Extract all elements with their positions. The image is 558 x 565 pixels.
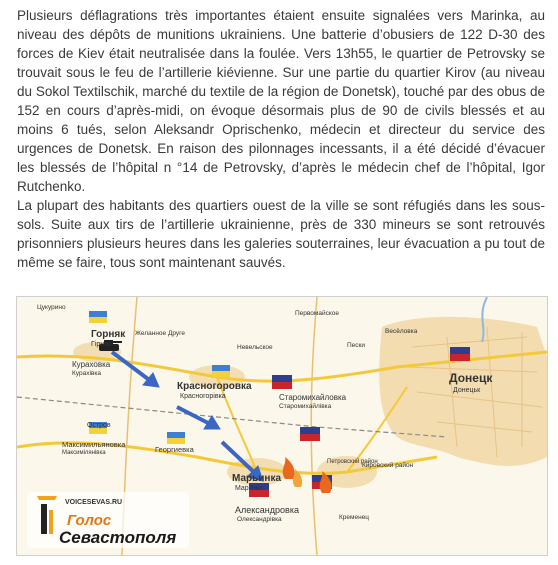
dnr-flag-icon: [300, 427, 320, 441]
label-maksimilyanovka-ua: Максимілянівка: [62, 450, 106, 456]
label-kurakhovka: Кураховка: [72, 360, 111, 369]
label-petrovsky: Петровский район: [327, 459, 378, 465]
label-zhelannoe: Желанное Друге: [135, 330, 185, 337]
label-marinka: Марьинка: [232, 473, 282, 484]
label-georgievka: Георгиевка: [155, 445, 194, 454]
label-ostrov: Остров: [87, 422, 111, 429]
label-maksimilyanovka: Максимильяновка: [62, 440, 126, 449]
label-krasnogorovka-ua: Красногорівка: [180, 393, 226, 400]
label-gornyak: Горняк: [91, 329, 126, 340]
label-gornyak-ua: Гірник: [91, 341, 112, 348]
label-kirovsky: Кировский район: [362, 462, 414, 469]
label-aleksandrovka: Александровка: [235, 505, 299, 515]
paragraph-1: Plusieurs déflagrations très importantes étaient ensuite signalées vers Marinka, au niveau des dépôts de munitions ukrainiens. Une batterie d’obusiers de 122 D-30 des forces de Kiev était neutralisée dans la foulée. Vers 13h55, le quartier de Petrovsky se trouvait sous le feu de l’artillerie kiévienne. Sur une partie du quartier Kirov (au niveau du Sokol Textilschik, marché du textile de la région de Donetsk), touché par des obus de 152 en cours d’après-midi, on évoque désormais plus de 90 de civils blessés et au moins 6 tués, selon Aleksandr Oprischenko, médecin et directeur du service des urgences de Donetsk. En raison des pilonnages incessants, il a été décidé d’évacuer les blessés de l’hôpital n °14 de Petrovsky, d’après le médecin chef de l’hôpital, Igor Rutchenko.: [17, 8, 545, 194]
label-staromikhailovka-ua: Старомихайлівка: [279, 403, 332, 410]
label-krasnogorovka: Красногоровка: [177, 381, 252, 392]
ukraine-flag-icon: [212, 365, 230, 377]
map-svg: [17, 297, 547, 555]
dnr-flag-icon: [272, 375, 292, 389]
paragraph-2: La plupart des habitants des quartiers ouest de la ville se sont réfugiés dans les sous-sols. Suite aux tirs de l’artillerie ukrainienne, près de 330 mineurs se sont retrouvés prisonniers plusieurs heures dans les galeries souterraines, leur évacuation a pu tout de même se faire, tous sont maintenant sauvés.: [17, 198, 545, 270]
ukraine-flag-icon: [167, 432, 185, 444]
label-nevelskoe: Невельское: [237, 344, 273, 351]
label-donetsk-ua: Донецьк: [453, 387, 481, 394]
map-figure: [16, 296, 548, 556]
logo-line2: Севастополя: [59, 528, 177, 547]
label-aleksandrovka-ua: Олександрівка: [237, 516, 282, 523]
dnr-flag-icon: [450, 347, 470, 361]
logo-line1: Голос: [67, 512, 112, 529]
label-tsukurino: Цукурино: [37, 304, 66, 311]
ukraine-flag-icon: [89, 311, 107, 323]
label-staromikhailovka: Старомихайловка: [279, 393, 347, 402]
label-donetsk: Донецк: [449, 371, 493, 385]
label-veselovka: Весёловка: [385, 328, 418, 335]
logo-top-text: VOICESEVAS.RU: [65, 499, 123, 506]
label-marinka-ua: Мар'їнка: [235, 485, 263, 492]
label-kurakhovka-ua: Курахівка: [72, 370, 101, 377]
voice-sevastopol-logo: [27, 492, 189, 548]
label-krementsy: Кременец: [339, 514, 370, 521]
label-pervomayskoe: Первомайское: [295, 310, 340, 317]
article-body: [17, 6, 545, 272]
label-peski: Пески: [347, 342, 366, 349]
ribbon-shape: [37, 496, 57, 500]
